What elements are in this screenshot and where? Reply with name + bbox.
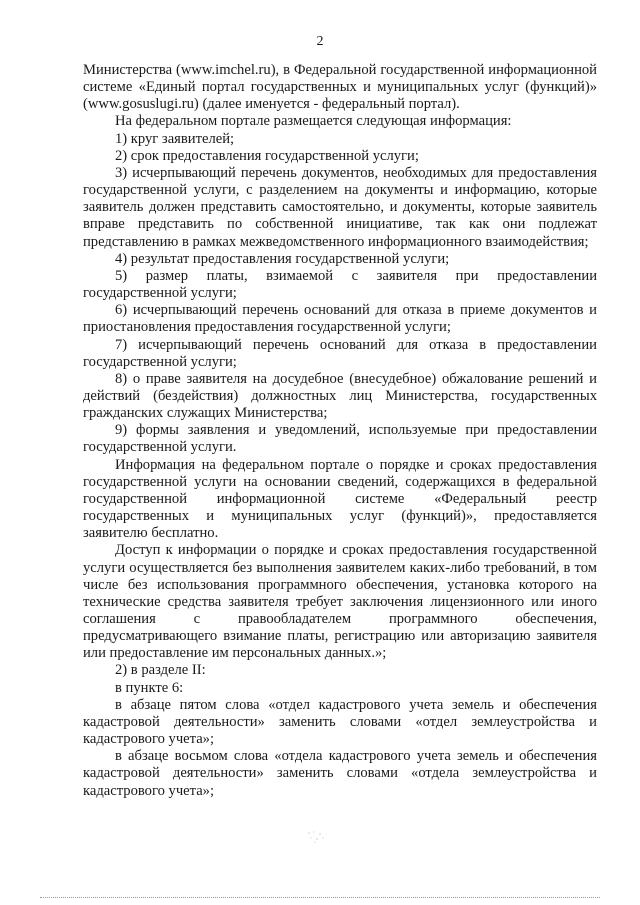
- paragraph-1: Министерства (www.imchel.ru), в Федеральной государственной информационной системе «Единый портал государственных и муниципальных услуг (функций)» (www.gosuslugi.ru) (далее именуется - федеральный портал).: [83, 62, 597, 113]
- list-item-4: 4) результат предоставления государственной услуги;: [115, 250, 450, 267]
- paragraph-federal-portal-info: Информация на федеральном портале о порядке и сроках предоставления государственной услуги на основании сведений, содержащихся в федеральной государственной информационной системе «Федеральный реестр государственных и муниципальных услуг (функций)», предоставляется заявителю бесплатно.: [83, 456, 597, 542]
- list-item-5: 5) размер платы, взимаемой с заявителя при предоставлении государственной услуги;: [83, 267, 597, 302]
- list-item-1: 1) круг заявителей;: [115, 130, 235, 147]
- page-number: 2: [316, 34, 324, 49]
- paragraph-abzac-5: в абзаце пятом слова «отдел кадастрового учета земель и обеспечения кадастровой деятельности» заменить словами «отдел землеустройства и кадастрового учета»;: [83, 696, 597, 748]
- scan-artifact-dots: [306, 830, 328, 844]
- paragraph-2: На федеральном портале размещается следующая информация:: [115, 113, 512, 130]
- list-item-3: 3) исчерпывающий перечень документов, необходимых для предоставления государственной услуги, с разделением на документы и информацию, которые заявитель должен представить самостоятельно, и документы, которые заявитель вправе представить по собственной инициативе, так как они подлежат представлению в рамках межведомственного информационного взаимодействия;: [83, 164, 597, 250]
- paragraph-access-info: Доступ к информации о порядке и сроках предоставления государственной услуги осуществляется без выполнения заявителем каких-либо требований, в том числе без использования программного обеспечения, установка которого на технические средства заявителя требует заключения лицензионного или иного соглашения с правообладателем программного обеспечения, предусматривающего взимание платы, регистрацию или авторизацию заявителя или предоставление им персональных данных.»;: [83, 542, 597, 662]
- list-item-7: 7) исчерпывающий перечень оснований для отказа в предоставлении государственной услуги;: [83, 336, 597, 370]
- scan-artifact: [306, 830, 328, 844]
- paragraph-abzac-8: в абзаце восьмом слова «отдела кадастрового учета земель и обеспечения кадастровой деятельности» заменить словами «отдела землеустройства и кадастрового учета»;: [83, 748, 597, 799]
- document-body: [83, 62, 597, 800]
- list-item-6: 6) исчерпывающий перечень оснований для отказа в приеме документов и приостановления предоставления государственной услуги;: [83, 302, 597, 336]
- footer-divider: [40, 897, 600, 898]
- list-item-8: 8) о праве заявителя на досудебное (внесудебное) обжалование решений и действий (бездействия) должностных лиц Министерства, государственных гражданских служащих Министерства;: [83, 370, 597, 422]
- list-item-2: 2) срок предоставления государственной услуги;: [115, 147, 419, 164]
- paragraph-point-6: в пункте 6:: [115, 679, 184, 696]
- list-item-9: 9) формы заявления и уведомлений, используемые при предоставлении государственной услуги.: [83, 422, 597, 456]
- paragraph-section-ii: 2) в разделе II:: [115, 662, 206, 679]
